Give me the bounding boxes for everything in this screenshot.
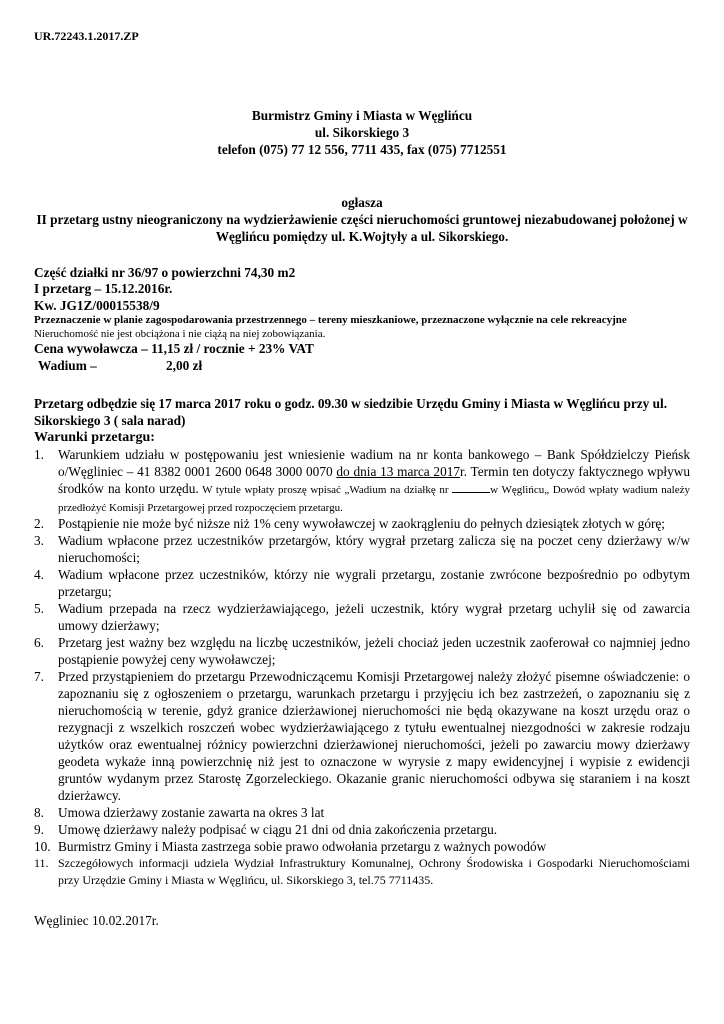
condition-number: 8. [34,805,44,821]
condition-item-5 [34,600,690,634]
condition-item-7 [34,668,690,804]
condition-item-4 [34,566,690,600]
condition-number: 4. [34,567,44,583]
encumbrance-note: Nieruchomość nie jest obciążona i nie ciążą na niej zobowiązania. [34,327,326,340]
condition-text: r. Termin ten dotyczy faktycznego wpływu środków na konto urzędu. [58,464,690,497]
first-tender-date: I przetarg – 15.12.2016r. [34,281,173,297]
condition-item-6 [34,634,690,668]
blank-field [452,481,490,493]
condition-text: Szczegółowych informacji udziela Wydział Infrastruktury Komunalnej, Ochrony Środowiska i Gospodarki Nieruchomościami przy Urzędzie Gminy i Miasta w Węglińcu, ul. Sikorskiego 3, tel.75 7711435. [58,856,690,888]
condition-item-10 [34,838,690,855]
issuer-name: Burmistrz Gminy i Miasta w Węglińcu [251,107,473,123]
condition-number: 11. [34,856,49,871]
zoning-purpose: Przeznaczenie w planie zagospodarowania przestrzennego – tereny mieszkaniowe, przeznaczone wyłącznie na cele rekreacyjne [34,314,627,327]
condition-text: Postąpienie nie może być niższe niż 1% ceny wywoławczej w zaokrągleniu do pełnych dziesiątek złotych w górę; [58,516,666,532]
condition-number: 1. [34,447,44,463]
starting-price: Cena wywoławcza – 11,15 zł / rocznie + 23% VAT [34,341,314,357]
condition-number: 2. [34,516,44,532]
land-register-number: Kw. JG1Z/00015538/9 [34,297,160,313]
deposit-value: 2,00 zł [166,357,203,373]
issuer-header [34,107,690,158]
condition-text: Umowa dzierżawy zostanie zawarta na okres 3 lat [58,805,325,821]
condition-text-small: W tytule wpłaty proszę wpisać „Wadium na działkę nr [198,484,453,497]
condition-number: 5. [34,601,44,617]
condition-item-9 [34,821,690,838]
condition-text: Wadium wpłacone przez uczestników przetargów, który wygrał przetarg zalicza się na poczet ceny dzierżawy w/w nieruchomości; [58,533,690,566]
condition-text: Umowę dzierżawy należy podpisać w ciągu 21 dni od dnia zakończenia przetargu. [58,822,498,838]
condition-item-11 [34,855,690,889]
condition-text: Warunkiem udziału w postępowaniu jest wniesienie wadium na nr konta bankowego – Bank Spółdzielczy Pieńsk o/Węgliniec – 41 8382 0001 2600 0648 3000 0070 [58,447,690,480]
condition-text: Wadium przepada na rzecz wydzierżawiającego, jeżeli uczestnik, który wygrał przetarg uchylił się od zawarcia umowy dzierżawy; [58,601,690,634]
condition-number: 9. [34,822,44,838]
condition-text: Wadium wpłacone przez uczestników, którzy nie wygrali przetargu, zostanie zwrócone bezpośrednio po odbytym przetargu; [58,567,690,600]
deposit-row [34,358,690,375]
parcel-details [34,265,690,315]
condition-number: 6. [34,635,44,651]
reference-number: UR.72243.1.2017.ZP [34,29,139,43]
announcement [34,194,690,245]
issuer-contact: telefon (075) 77 12 556, 7711 435, fax (075) 7712551 [217,141,507,157]
conditions-title: Warunki przetargu: [34,429,155,445]
issuer-address: ul. Sikorskiego 3 [314,124,410,140]
announcement-title: II przetarg ustny nieograniczony na wydzierżawienie części nieruchomości gruntowej niezabudowanej położonej w Węglińcu pomiędzy ul. K.Wojtyły a ul. Sikorskiego. [36,211,688,244]
condition-item-3 [34,532,690,566]
condition-text: Przed przystąpieniem do przetargu Przewodniczącemu Komisji Przetargowej należy złożyć pisemne oświadczenie: o zapoznaniu się z ogłoszeniem o przetargu, warunkach przetargu i przyjęciu ich bez zastrzeżeń, o zapoznaniu się z nieruchomością w terenie, gdyż granice dzierżawionej nieruchomości nie będą okazywane na koszt urzędu oraz o rezygnacji z wszelkich roszczeń wobec wydzierżawiającego z tytułu ewentualnej niezgodności w zakresie rodzaju użytków oraz ewentualnej różnicy powierzchni dzierżawionej nieruchomości, jeżeli po zawarciu mowy dzierżawy geodeta wykaże inną powierzchnię niż jest to oznaczone w wyrysie z mapy ewidencyjnej i wypisie z ewidencji gruntów wydanym przez Starostę Zgorzeleckiego. Okazanie granic nieruchomości odbywa się staraniem i na koszt dzierżawcy. [58,669,690,804]
issue-date: Węgliniec 10.02.2017r. [34,913,159,929]
condition-item-8 [34,804,690,821]
condition-item-1 [34,446,690,515]
tender-meeting-info: Przetarg odbędzie się 17 marca 2017 roku o godz. 09.30 w siedzibie Urzędu Gminy i Miasta w Węglińcu przy ul. Sikorskiego 3 ( sala narad) [34,395,668,428]
parcel-area: Część działki nr 36/97 o powierzchni 74,30 m2 [34,264,296,280]
condition-number: 7. [34,669,44,685]
announcement-verb: ogłasza [341,194,383,210]
condition-text: Burmistrz Gminy i Miasta zastrzega sobie prawo odwołania przetargu z ważnych powodów [58,839,547,855]
condition-text-small: w Węglińcu„ Dowód wpłaty wadium należy przedłożyć Komisji Przetargowej przed rozpoczęciem przetargu. [58,484,690,514]
condition-text: Przetarg jest ważny bez względu na liczbę uczestników, jeżeli chociaż jeden uczestnik zaoferował co najmniej jedno postąpienie powyżej ceny wywoławczej; [58,635,690,668]
condition-item-2 [34,515,690,532]
deposit-label: Wadium – [38,357,97,373]
deadline-underlined: do dnia 13 marca 2017 [336,464,461,480]
condition-number: 3. [34,533,44,549]
condition-number: 10. [34,839,51,855]
conditions-list [34,446,690,889]
